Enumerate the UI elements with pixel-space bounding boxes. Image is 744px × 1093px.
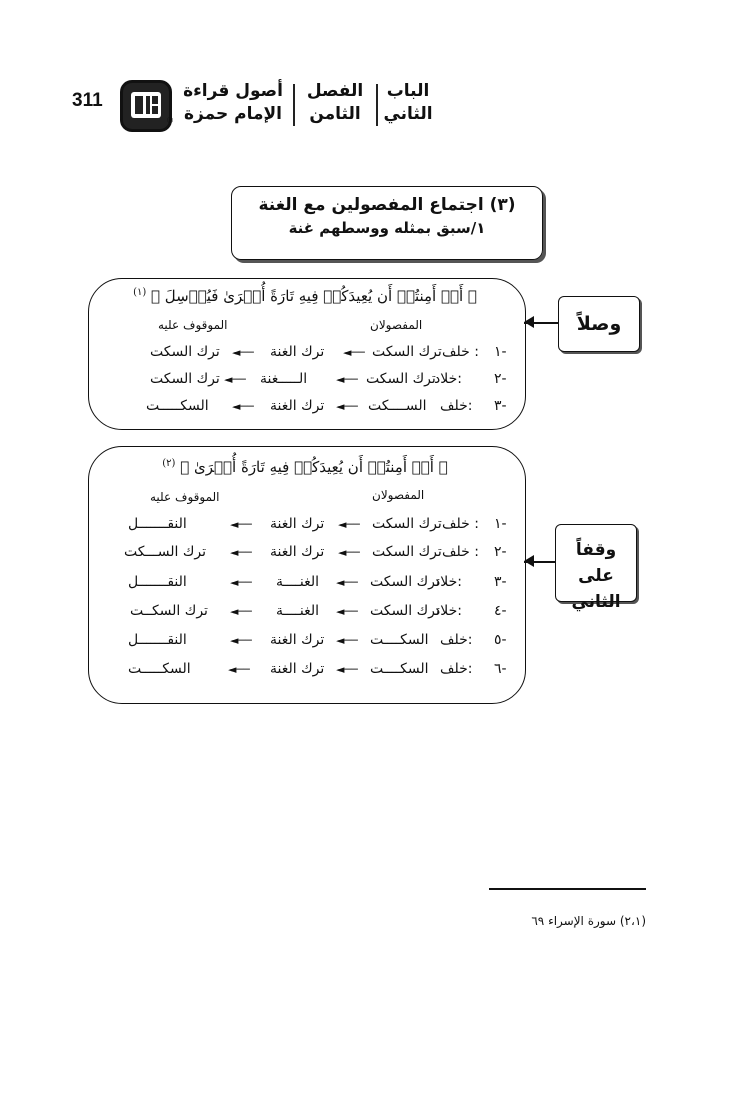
row-reader: خلف: [440,661,473,677]
row-mawquf: النقـــــــل [128,632,187,648]
wasl-tag: وصلاً [558,296,640,352]
label-mawquf: الموقوف عليه [158,318,228,332]
footnote-divider [489,888,646,890]
row-reader: خلاد: [434,371,462,387]
row-number: ٤- [494,603,507,619]
row-number: ١- [494,516,507,532]
connector-arrowhead [524,316,534,328]
section-block [300,80,370,126]
row-mawquf: ترك الســـكت [124,544,207,560]
connector-arrowhead [524,555,534,567]
row-reader: خلف : [442,516,479,532]
arrow-left-icon: ◄── [336,373,358,386]
row-mafsul-second: ترك الغنة [270,516,325,532]
footnote-text: (٢،١) سورة الإسراء ٦٩ [531,914,646,928]
row-mawquf: ترك السكت [150,344,220,360]
topic-subtitle: ١/سبق بمثله ووسطهم غنة [288,219,486,237]
topic-title-box [231,186,543,260]
row-mafsul-first: ترك السكت [372,516,442,532]
arrow-left-icon: ◄── [232,400,254,413]
topic-title: (٣) اجتماع المفصولين مع الغنة [258,195,516,215]
arrow-left-icon: ◄── [343,346,365,359]
row-mafsul-second: ترك الغنة [270,398,325,414]
label-mafsulan: المفصولان [370,318,423,332]
header-divider [376,84,378,126]
row-mafsul-first: السكــــت [370,661,429,677]
waqf-tag-line2: الثاني [571,592,621,612]
label-mawquf: الموقوف عليه [150,490,220,504]
row-mawquf: النقـــــــل [128,516,187,532]
row-reader: خلف : [442,344,479,360]
arrow-left-icon: ◄── [338,546,360,559]
row-mawquf: ترك السكــت [130,603,208,619]
arrow-left-icon: ◄── [338,518,360,531]
wasl-footnote-ref: (١) [133,287,147,298]
arrow-left-icon: ◄── [232,346,254,359]
row-reader: خلاد: [434,574,462,590]
row-mawquf: ترك السكت [150,371,220,387]
chapter-block [382,80,434,126]
row-number: ٣- [494,574,507,590]
row-mafsul-second: الغنــــة [276,603,320,619]
section-word: الفصل [306,81,364,101]
arrow-left-icon: ◄── [336,663,358,676]
row-mafsul-second: ترك الغنة [270,544,325,560]
row-reader: خلاد: [434,603,462,619]
waqf-row [0,632,744,652]
arrow-left-icon: ◄── [336,400,358,413]
arrow-left-icon: ◄── [336,605,358,618]
wasl-row [0,398,744,418]
row-mawquf: السكـــــت [146,398,209,414]
row-mafsul-first: السكــــت [370,632,429,648]
row-number: ٣- [494,398,507,414]
header-divider [293,84,295,126]
arrow-left-icon: ◄── [230,576,252,589]
registered-mark: ® [166,116,174,125]
arrow-left-icon: ◄── [230,518,252,531]
row-mafsul-first: ترك السكت [372,544,442,560]
row-mafsul-first: الســــكت [368,398,427,414]
section-value: الثامن [309,104,361,124]
waqf-verse: ﴿ أَمۡ أَمِنتُمۡ أَن يُعِيدَكُمۡ فِيهِ تَارَةً أُخۡرَىٰ ﴾ $^{(٢)}$ [162,458,448,476]
waqf-row [0,661,744,681]
row-reader: خلف : [442,544,479,560]
arrow-left-icon: ◄── [230,546,252,559]
row-mafsul-second: ترك الغنة [270,344,325,360]
row-reader: خلف: [440,632,473,648]
arrow-left-icon: ◄── [228,663,250,676]
row-mafsul-second: الـــــغنة [260,371,308,387]
arrow-left-icon: ◄── [336,634,358,647]
book-title: أصول قراءة [183,81,283,101]
wasl-verse: ﴿ أَمۡ أَمِنتُمۡ أَن يُعِيدَكُمۡ فِيهِ تَارَةً أُخۡرَىٰ فَيُرۡسِلَ ﴾ $^{(١)}$ [133,287,477,305]
label-mafsulan: المفصولان [372,488,425,502]
row-number: ٥- [494,632,507,648]
waqf-tag-line1: وقفاً على [575,540,617,586]
chapter-word: الباب [386,81,430,101]
wasl-row [0,371,744,391]
book-title-block [180,80,286,126]
row-mafsul-first: ترك السكت [370,603,440,619]
row-mawquf: النقـــــــل [128,574,187,590]
row-mawquf: السكـــــت [128,661,191,677]
row-mafsul-first: ترك السكت [372,344,442,360]
row-mafsul-second: ترك الغنة [270,661,325,677]
arrow-left-icon: ◄── [230,634,252,647]
row-number: ٢- [494,544,507,560]
waqf-footnote-ref: (٢) [162,458,176,469]
row-mafsul-first: ترك السكت [370,574,440,590]
arrow-left-icon: ◄── [336,576,358,589]
row-number: ١- [494,344,507,360]
row-mafsul-second: الغنــــة [276,574,320,590]
row-mafsul-first: ترك السكت [366,371,436,387]
row-number: ٢- [494,371,507,387]
book-subtitle: الإمام حمزة [183,104,283,124]
row-mafsul-second: ترك الغنة [270,632,325,648]
publisher-logo [120,80,172,132]
row-number: ٦- [494,661,507,677]
arrow-left-icon: ◄── [224,373,246,386]
arrow-left-icon: ◄── [230,605,252,618]
waqf-tag [555,524,637,612]
page-number: 311 [72,90,103,111]
row-reader: خلف: [440,398,473,414]
chapter-value: الثاني [383,104,433,124]
